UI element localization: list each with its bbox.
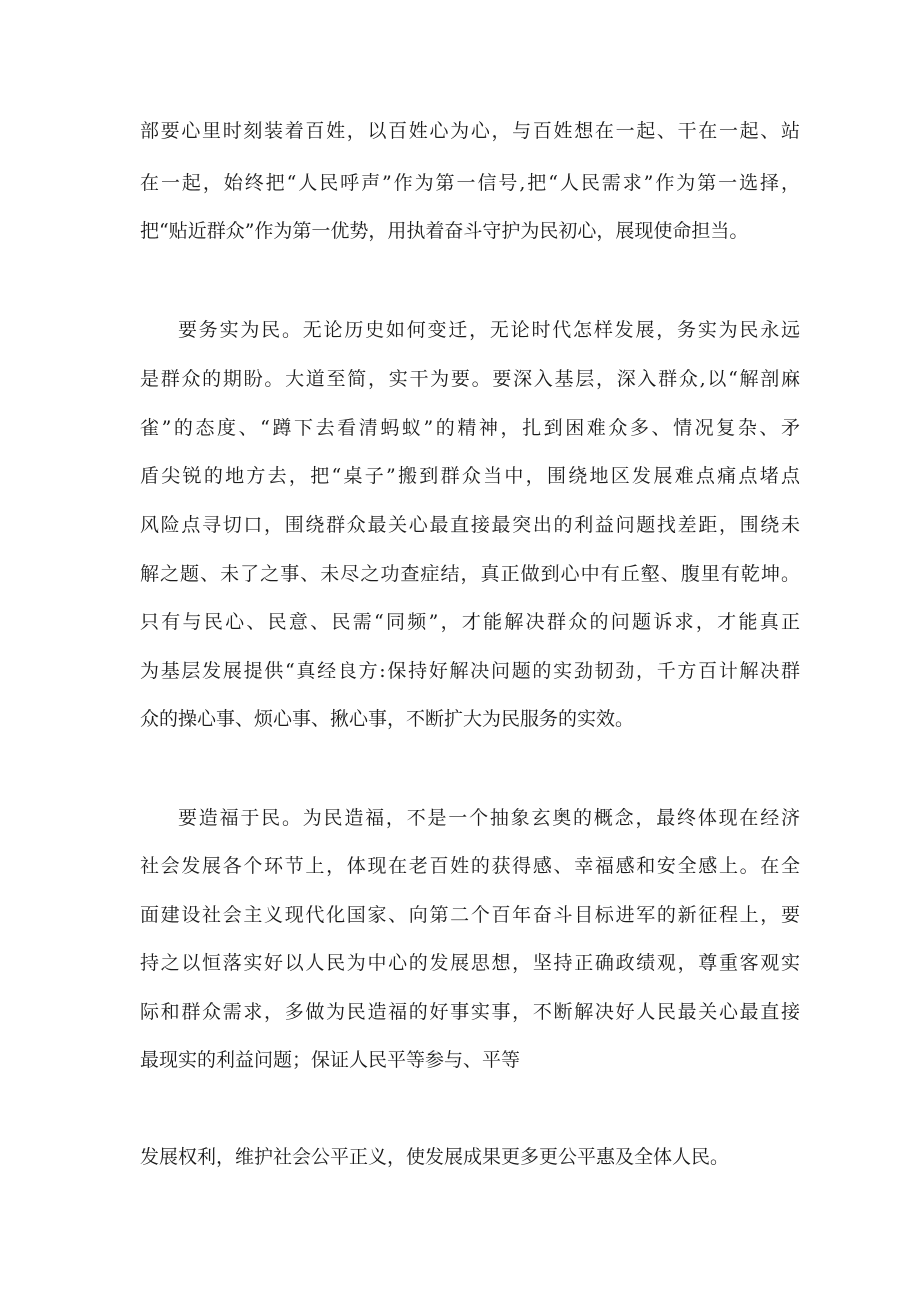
paragraph-2-line-8: 为基层发展提供“真经良方:保持好解决问题的实劲韧劲，千方百计解决群 [140, 660, 800, 682]
paragraph-2-line-2: 是群众的期盼。大道至简，实干为要。要深入基层，深入群众,以“解剖麻 [140, 368, 800, 390]
paragraph-3-line-3: 面建设社会主义现代化国家、向第二个百年奋斗目标进军的新征程上，要 [140, 904, 800, 926]
paragraph-3-line-2: 社会发展各个环节上，体现在老百姓的获得感、幸福感和安全感上。在全 [140, 855, 800, 877]
paragraph-3-line-1: 要造福于民。为民造福，不是一个抽象玄奥的概念，最终体现在经济 [178, 807, 800, 829]
paragraph-1-line-3: 把“贴近群众”作为第一优势，用执着奋斗守护为民初心，展现使命担当。 [140, 220, 749, 242]
paragraph-2-line-6: 解之题、未了之事、未尽之功查症结，真正做到心中有丘壑、腹里有乾坤。 [140, 563, 800, 585]
paragraph-1-line-1: 部要心里时刻装着百姓，以百姓心为心，与百姓想在一起、干在一起、站 [140, 120, 800, 142]
paragraph-3-line-6: 最现实的利益问题；保证人民平等参与、平等 [140, 1049, 521, 1071]
paragraph-1-line-2: 在一起，始终把“人民呼声”作为第一信号,把“人民需求”作为第一选择， [140, 172, 800, 194]
paragraph-2-line-1: 要务实为民。无论历史如何变迁，无论时代怎样发展，务实为民永远 [178, 319, 800, 341]
paragraph-4-line-1: 发展权利，维护社会公平正义，使发展成果更多更公平惠及全体人民。 [140, 1146, 730, 1168]
paragraph-3-line-5: 际和群众需求，多做为民造福的好事实事，不断解决好人民最关心最直接 [140, 1001, 800, 1023]
paragraph-3-line-4: 持之以恒落实好以人民为中心的发展思想，坚持正确政绩观，尊重客观实 [140, 952, 800, 974]
paragraph-2-line-9: 众的操心事、烦心事、揪心事，不断扩大为民服务的实效。 [140, 708, 635, 730]
paragraph-2-line-7: 只有与民心、民意、民需“同频”，才能解决群众的问题诉求，才能真正 [140, 611, 800, 633]
paragraph-2-line-3: 雀”的态度、“蹲下去看清蚂蚁”的精神，扎到困难众多、情况复杂、矛 [140, 417, 800, 439]
paragraph-2-line-5: 风险点寻切口，围绕群众最关心最直接最突出的利益问题找差距，围绕未 [140, 514, 800, 536]
paragraph-2-line-4: 盾尖锐的地方去，把“桌子”搬到群众当中，围绕地区发展难点痛点堵点 [140, 465, 800, 487]
